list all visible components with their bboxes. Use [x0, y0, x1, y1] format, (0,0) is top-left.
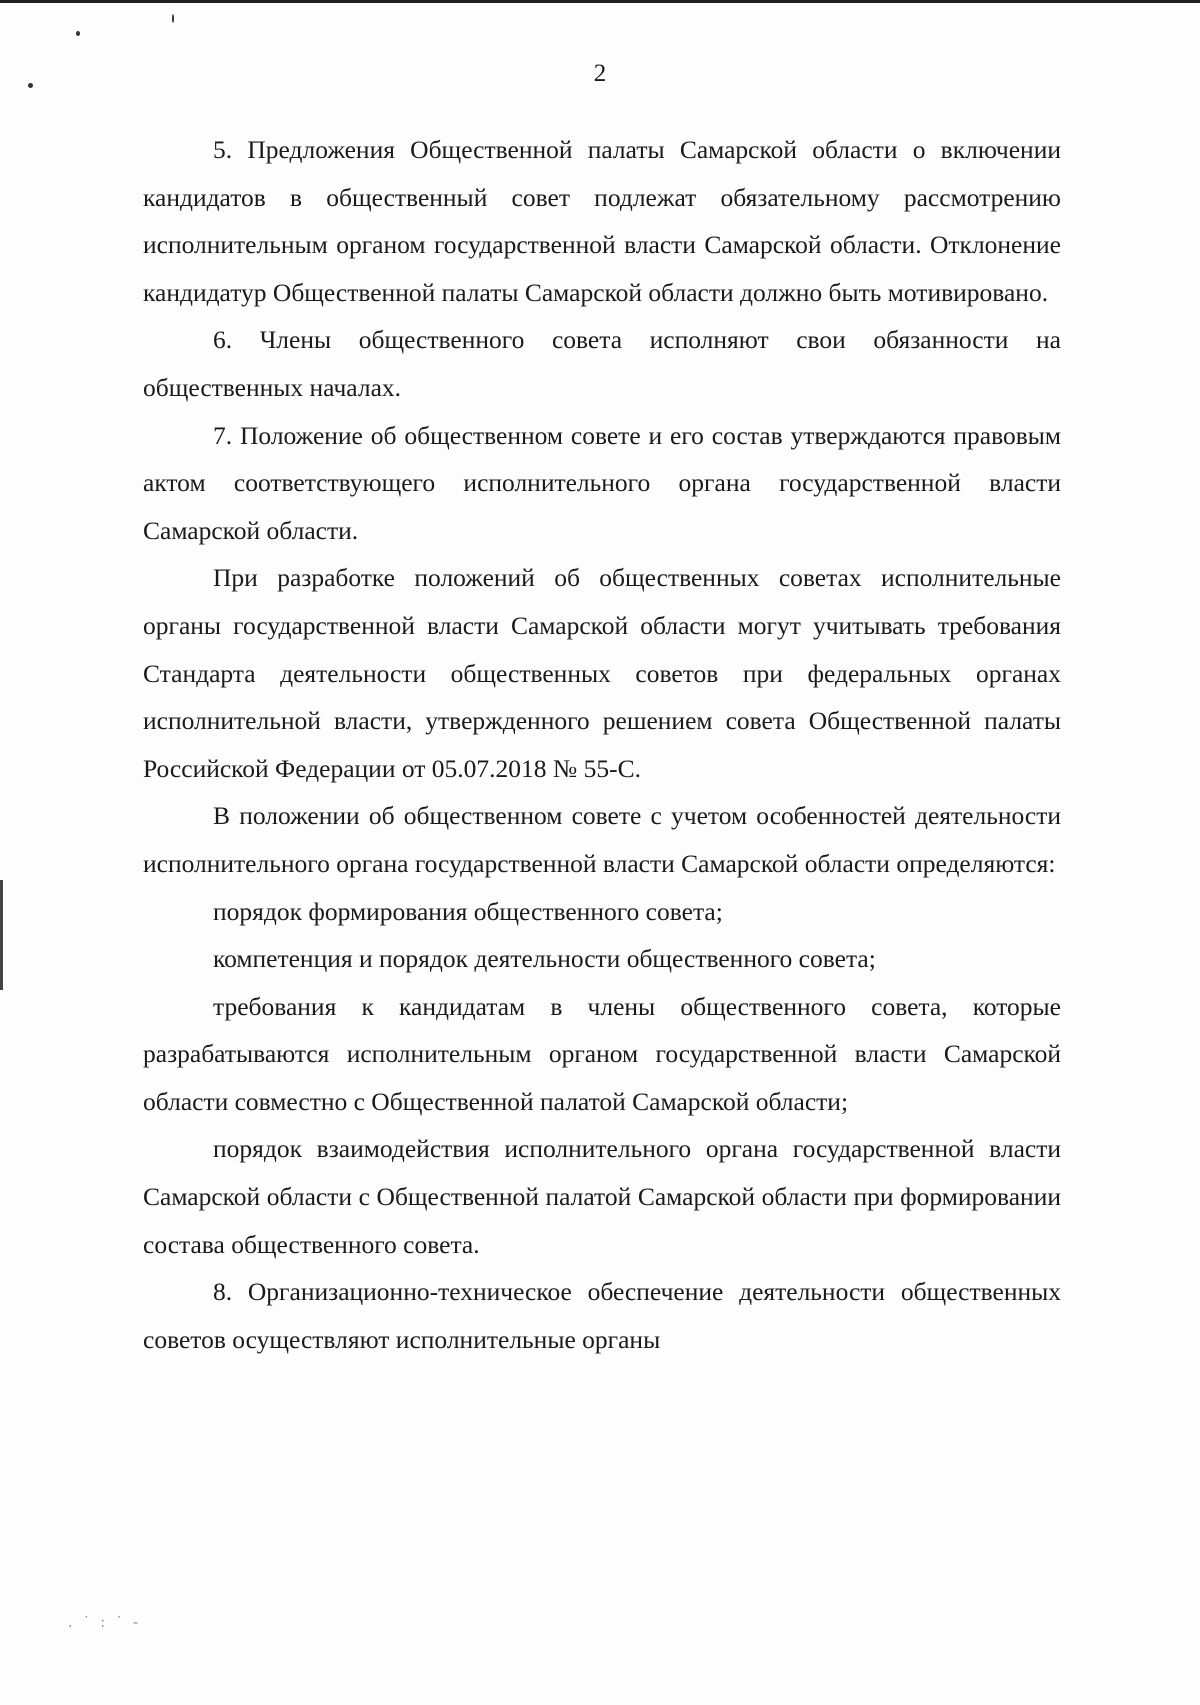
paragraph-regulation-contents: В положении об общественном совете с учетом особенностей деятельности исполнительного органа государственной власти Самарской области определяются:: [143, 801, 1061, 878]
list-item-interaction-order: порядок взаимодействия исполнительного органа государственной власти Самарской области с Общественной палатой Самарской области при формировании состава общественного совета.: [143, 1134, 1061, 1259]
list-item-formation-order: порядок формирования общественного совета;: [213, 896, 723, 926]
scan-smudge: . ˙ : ˙ -: [68, 1615, 142, 1631]
scan-left-edge-mark: [0, 880, 3, 990]
list-item-candidate-requirements: требования к кандидатам в члены общественного совета, которые разрабатываются исполнительным органом государственной власти Самарской области совместно с Общественной палатой Самарской области;: [143, 991, 1061, 1116]
list-item-competence: компетенция и порядок деятельности общественного совета;: [213, 944, 876, 974]
scan-speck: [172, 14, 174, 23]
paragraph-6: 6. Члены общественного совета исполняют свои обязанности на общественных началах.: [143, 325, 1061, 402]
page-number: 2: [593, 60, 607, 87]
paragraph-8: 8. Организационно-техническое обеспечение деятельности общественных советов осуществляют исполнительные органы: [143, 1277, 1061, 1354]
paragraph-5: 5. Предложения Общественной палаты Самарской области о включении кандидатов в общественный совет подлежат обязательному рассмотрению исполнительным органом государственной власти Самарской области. Отклонение кандидатур Общественной палаты Самарской области должно быть мотивировано.: [143, 135, 1061, 307]
paragraph-7: 7. Положение об общественном совете и его состав утверждаются правовым актом соответствующего исполнительного органа государственной власти Самарской области.: [143, 420, 1061, 545]
paragraph-standard: При разработке положений об общественных советах исполнительные органы государственной власти Самарской области могут учитывать требования Стандарта деятельности общественных советов при федеральных органах исполнительной власти, утвержденного решением совета Общественной палаты Российской Федерации от 05.07.2018 № 55-С.: [143, 563, 1061, 783]
scan-speck: [76, 31, 80, 36]
document-body: [143, 126, 1061, 1363]
scan-top-edge: [0, 0, 1200, 3]
